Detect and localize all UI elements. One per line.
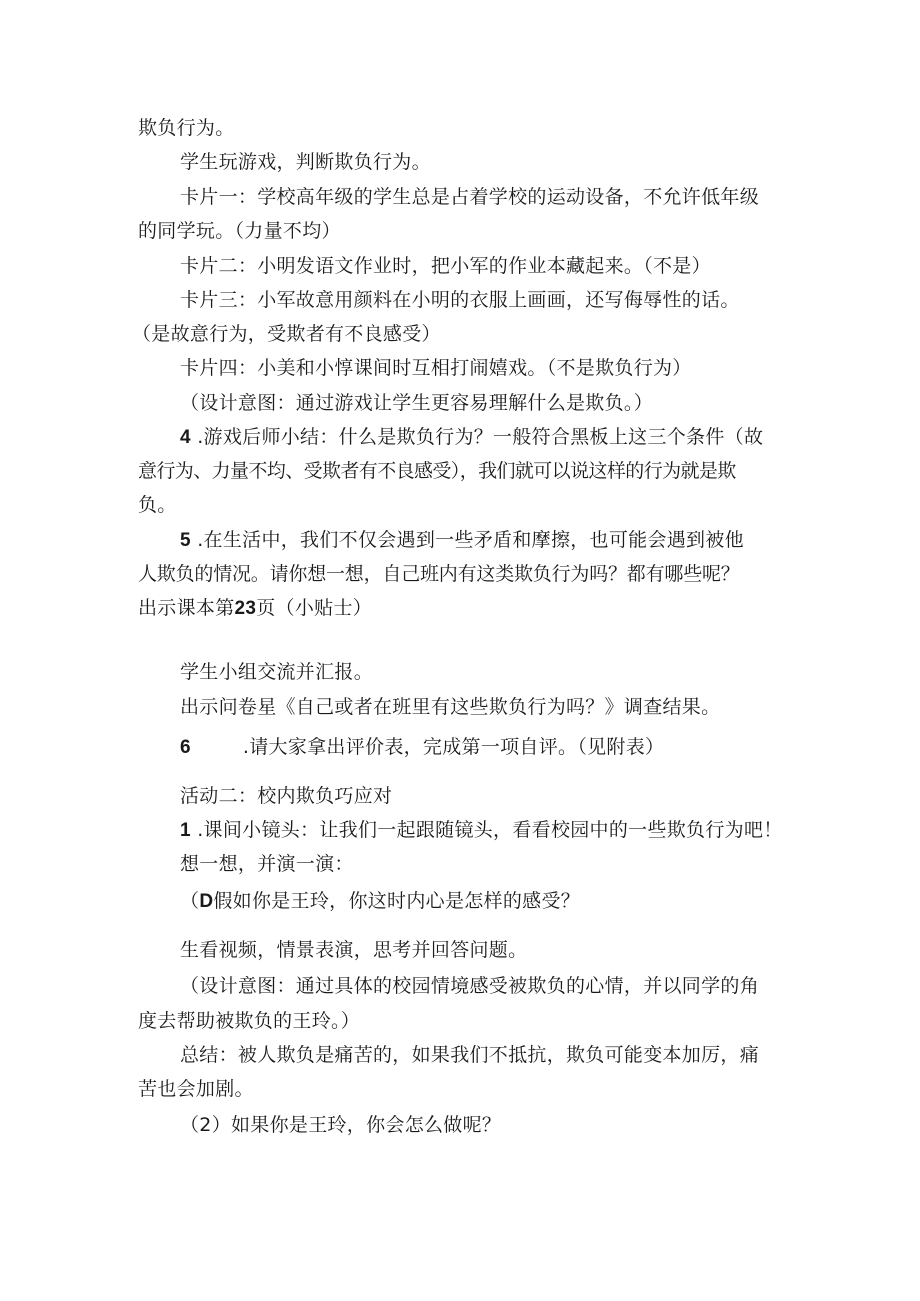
- text-line: 人欺负的情况。请你想一想，自己班内有这类欺负行为吗？都有哪些呢？: [138, 563, 740, 585]
- text-line: 假如你是王玲，你这时内心是怎样的感受？: [213, 890, 581, 912]
- text-line: 学生玩游戏，判断欺负行为。: [180, 151, 431, 173]
- text-line: .课间小镜头：让我们一起跟随镜头，看看校园中的一些欺负行为吧！: [197, 819, 783, 841]
- text-line: 苦也会加剧。: [138, 1078, 254, 1100]
- text-line: 想一想，并演一演：: [180, 853, 354, 875]
- text-line: （设计意图：通过游戏让学生更容易理解什么是欺负。）: [180, 392, 654, 414]
- text-line: 学生小组交流并汇报。: [180, 661, 374, 683]
- text-line: 生看视频，情景表演，思考并回答问题。: [180, 939, 528, 961]
- text-line: 总结：被人欺负是痛苦的，如果我们不抵抗，欺负可能变本加厉，痛: [180, 1044, 760, 1066]
- list-marker: D: [199, 891, 214, 912]
- item-number: 5: [180, 530, 191, 551]
- text-line: 卡片三：小军故意用颜料在小明的衣服上画画，还写侮辱性的话。: [180, 289, 740, 311]
- text-line: 页（小贴士）: [256, 597, 373, 619]
- item-number: 4: [180, 427, 191, 448]
- text-line: 出示问卷星《自己或者在班里有这些欺负行为吗？》调查结果。: [180, 696, 721, 718]
- text-line: （设计意图：通过具体的校园情境感受被欺负的心情，并以同学的角: [180, 975, 760, 997]
- text-line: 欺负行为。: [138, 117, 235, 139]
- question-2: （2）如果你是王玲，你会怎么做呢？: [180, 1114, 502, 1136]
- text-line: 负。: [138, 494, 177, 516]
- text-line: 度去帮助被欺负的王玲。）: [138, 1010, 361, 1032]
- list-item-4: [180, 425, 763, 450]
- section-heading: 活动二：校内欺负巧应对: [180, 785, 393, 807]
- text-line: .请大家拿出评价表，完成第一项自评。（见附表）: [242, 736, 665, 758]
- text-line: .游戏后师小结：什么是欺负行为？一般符合黑板上这三个条件（故: [197, 426, 764, 448]
- text-line: .在生活中，我们不仅会遇到一些矛盾和摩擦，也可能会遇到被他: [197, 529, 744, 551]
- text-line: 出示课本第: [138, 597, 235, 619]
- text-line: 卡片四：小美和小惇课间时互相打闹嬉戏。（不是欺负行为）: [180, 357, 692, 379]
- page-number: 23: [234, 598, 257, 619]
- text-line: （: [180, 890, 200, 912]
- list-item-5: [180, 528, 744, 553]
- text-line: 意行为、力量不均、受欺者有不良感受），我们就可以说这样的行为就是欺: [138, 460, 736, 482]
- item-number: 6: [180, 737, 191, 758]
- text-line: 的同学玩。（力量不均）: [138, 220, 341, 242]
- textbook-reference: [138, 596, 372, 621]
- question-1: [180, 889, 580, 914]
- item-number: 1: [180, 820, 191, 841]
- list-item-6: [180, 735, 664, 760]
- text-line: 卡片一：学校高年级的学生总是占着学校的运动设备，不允许低年级: [180, 186, 760, 208]
- list-item-1: [180, 818, 783, 843]
- text-line: （是故意行为，受欺者有不良感受）: [132, 323, 441, 345]
- text-line: 卡片二：小明发语文作业时，把小军的作业本藏起来。（不是）: [180, 255, 711, 277]
